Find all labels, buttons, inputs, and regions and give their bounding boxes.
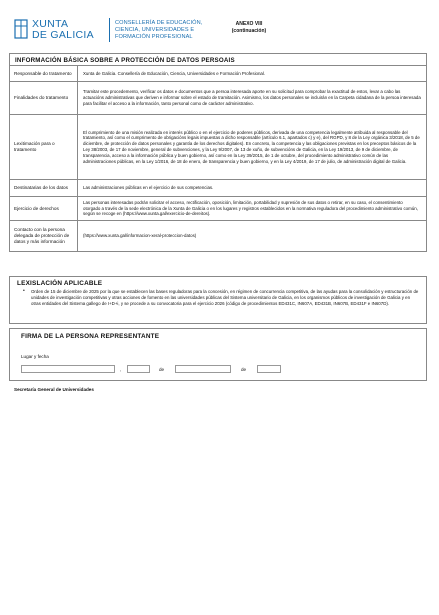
- logo-line-1: XUNTA: [32, 18, 69, 30]
- row-value: [78, 221, 426, 251]
- row-value: Tramitar este procedemento, verificar os datos e documentos que a persoa interesada aporte en su solicitud para comprobar la exactitud de estos, levar a cabo las actuacións administrativas que deriven e informar sobre el estado de tramitación. Asimismo, los datos personales se incluirán en la Carpeta cidadana de la persoa interesada para facilitar el acceso a la información, tanto personal como de carácter administrativo.: [83, 89, 421, 106]
- footer-department: Secretaría General de Universidades: [14, 387, 94, 392]
- row-value: El cumprimiento de una misión realizada en interés público o en el ejercicio de poderes públicos, derivada de una competencia legalmente atribuida al responsable del tratamiento, así como el cumprimento de obrigacións legais impuestas a dicho responsable (artículo 6.1, apartados c) y e), del RGPD, y 8 de la Ley orgánica 3/2018, de 5 de diciembre, de protección de datos personales y garantía de los derechos digitales). En concreto, la competencia y las obligaciones previstas en los preceptos básicos de la Ley 38/2003, de 17 de noviembre, general de subvenciones, y la Ley 9/2007, de 13 de xuño, de subvencións de Galicia, en la Ley 19/2013, de 9 de diciembre, de transparencia, acceso a la información pública y buen gobierno, así como en la Ley 39/2015, de 1 de octubre, del procedimiento administrativo común de las administraciones públicas, en la Ley 1/2016, de 18 de enero, de transparencia y buen gobierno, y en la Ley 4/2019, de 17 de julio, de administración digital de Galicia.: [83, 129, 420, 164]
- legislation-list: [17, 289, 419, 306]
- data-protection-title: INFORMACIÓN BÁSICA SOBRE A PROTECCIÓN DE DATOS PERSOAIS: [10, 54, 426, 66]
- dept-line-2: CIENCIA, UNIVERSIDADES E: [115, 27, 195, 34]
- department-name: [115, 20, 202, 42]
- annex-title: ANEXO VIII: [235, 21, 263, 27]
- list-item: • Orden de 15 de diciembre de 2025 por la que se establecen las bases reguladoras para la concesión, en régimen de concurrencia competitiva, de las ayudas para la consolidación y estructuración de unidades de investigación competitivas y otras acciones de fomento en las universidades públicas del Sistema universitario de Galicia, en los organismos públicos de investigación de Galicia y en otras entidades del Sistema gallego de I+D+i, y se procede a su convocatoria para el ejercicio 2026 (código de procedimientos ED431C, IN607A, ED431B, IN607B, ED431F e IN607D).: [17, 289, 419, 306]
- table-row: [10, 197, 426, 221]
- dpo-contact-link[interactable]: (https://www.xunta.gal/informacion-xeral-proteccion-datos): [83, 233, 197, 239]
- xunta-logo: [14, 16, 114, 44]
- place-date-label: Lugar y fecha: [21, 354, 49, 359]
- comma-separator: ,: [120, 367, 122, 372]
- legislation-section: [9, 276, 427, 324]
- data-protection-table: [9, 53, 427, 252]
- row-label: Responsable do tratamento: [10, 66, 78, 81]
- table-row: [10, 82, 426, 115]
- row-label: Destinatarias de los datos: [10, 180, 78, 196]
- legislation-title: LEXISLACIÓN APLICABLE: [17, 280, 103, 287]
- signature-section: [9, 328, 427, 381]
- month-field[interactable]: [175, 365, 231, 373]
- year-field[interactable]: [257, 365, 281, 373]
- table-row: [10, 115, 426, 180]
- row-value: [78, 197, 426, 220]
- dept-line-3: FORMACIÓN PROFESIONAL: [115, 34, 193, 41]
- place-field[interactable]: [21, 365, 115, 373]
- day-field[interactable]: [127, 365, 150, 373]
- dept-line-1: CONSELLERÍA DE EDUCACIÓN,: [115, 20, 203, 26]
- row-label: Finalidades do tratamento: [10, 82, 78, 114]
- row-label: Ejercicio de derechos: [10, 197, 78, 220]
- row-label: Lexitimación para o tratamento: [10, 115, 78, 179]
- row-label: Contacto con la persona delegada de protección de datos y más información: [10, 221, 78, 251]
- table-row: [10, 221, 426, 251]
- table-row: [10, 66, 426, 82]
- logo-wordmark: [32, 19, 94, 41]
- row-value: Xunta de Galicia. Consellería de Educación, Ciencia, Universidades e Formación Profesional.: [83, 70, 266, 76]
- table-row: [10, 180, 426, 197]
- de-separator-1: de: [159, 367, 165, 372]
- xunta-emblem-icon: [14, 19, 28, 39]
- signature-title: FIRMA DE LA PERSONA REPRESENTANTE: [21, 333, 160, 340]
- de-separator-2: de: [241, 367, 247, 372]
- logo-line-2: DE GALICIA: [32, 29, 94, 41]
- annex-heading: [219, 21, 279, 35]
- row-value: Las administraciones públicas en el ejercicio de sus competencias.: [83, 185, 214, 191]
- header: [14, 16, 434, 46]
- logo-divider: [109, 18, 110, 42]
- annex-subtitle: (continuación): [231, 28, 267, 34]
- rights-text: Las personas interesadas podrán solicitar el acceso, rectificación, oposición, limitación, portabilidad y supresión de sus datos o retirar, en su caso, el consentimiento otorgado a través de la sede electrónica de la Xunta de Galicia o en los lugares y registros establecidos en la normativa reguladora del procedimiento administrativo común, según se recoge en (https://www.xunta.gal/exercicio-de-dereitos).: [83, 199, 418, 217]
